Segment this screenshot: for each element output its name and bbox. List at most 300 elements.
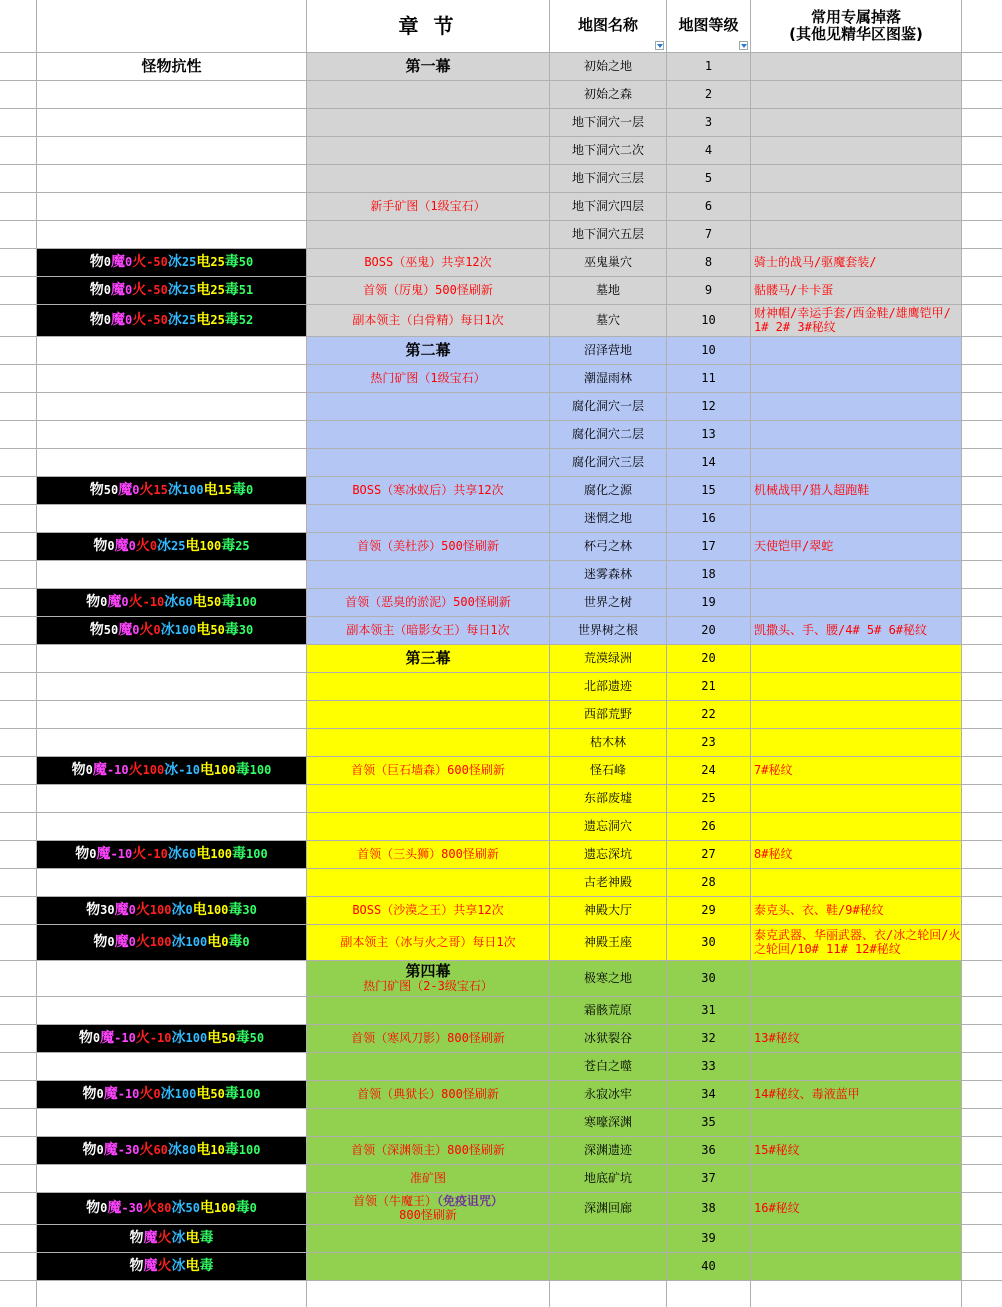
empty-cell[interactable] (962, 1109, 1002, 1137)
empty-cell[interactable] (962, 925, 1002, 961)
empty-cell[interactable] (962, 1137, 1002, 1165)
empty-cell[interactable] (962, 53, 1002, 81)
map-level-cell[interactable] (667, 221, 751, 249)
chapter-cell[interactable] (307, 365, 550, 393)
empty-cell[interactable] (962, 645, 1002, 673)
drop-cell[interactable] (751, 841, 962, 869)
empty-cell[interactable] (962, 305, 1002, 337)
map-level-cell[interactable] (667, 997, 751, 1025)
empty-cell[interactable] (962, 701, 1002, 729)
resist-cell[interactable] (37, 1193, 307, 1225)
resist-cell[interactable] (37, 449, 307, 477)
chapter-cell[interactable] (307, 757, 550, 785)
empty-cell[interactable] (962, 997, 1002, 1025)
resist-cell[interactable] (37, 1109, 307, 1137)
chapter-cell[interactable] (307, 249, 550, 277)
map-name-cell[interactable] (550, 617, 667, 645)
empty-cell[interactable] (962, 1025, 1002, 1053)
resist-cell[interactable] (37, 533, 307, 561)
row-number-cell[interactable] (0, 165, 37, 193)
header-chapter[interactable] (307, 0, 550, 53)
resist-cell[interactable] (37, 365, 307, 393)
map-name-cell[interactable] (550, 53, 667, 81)
drop-cell[interactable] (751, 1193, 962, 1225)
map-name-cell[interactable] (550, 421, 667, 449)
resist-cell[interactable] (37, 869, 307, 897)
header-map-name[interactable] (550, 0, 667, 53)
empty-cell[interactable] (962, 165, 1002, 193)
resist-cell[interactable] (37, 561, 307, 589)
drop-cell[interactable] (751, 701, 962, 729)
empty-cell[interactable] (962, 109, 1002, 137)
map-level-cell[interactable] (667, 165, 751, 193)
drop-cell[interactable] (751, 477, 962, 505)
chapter-cell[interactable] (307, 645, 550, 673)
resist-cell[interactable] (37, 53, 307, 81)
row-number-cell[interactable] (0, 1025, 37, 1053)
drop-cell[interactable] (751, 813, 962, 841)
row-number-cell[interactable] (0, 1193, 37, 1225)
resist-cell[interactable] (37, 997, 307, 1025)
map-level-cell[interactable] (667, 109, 751, 137)
chapter-cell[interactable] (307, 449, 550, 477)
chapter-cell[interactable] (307, 1025, 550, 1053)
drop-cell[interactable] (751, 305, 962, 337)
resist-cell[interactable] (37, 249, 307, 277)
empty-cell[interactable] (550, 1281, 667, 1307)
row-number-cell[interactable] (0, 997, 37, 1025)
map-level-cell[interactable] (667, 193, 751, 221)
row-number-cell[interactable] (0, 193, 37, 221)
drop-cell[interactable] (751, 393, 962, 421)
map-name-cell[interactable] (550, 1193, 667, 1225)
empty-cell[interactable] (962, 1225, 1002, 1253)
chapter-cell[interactable] (307, 589, 550, 617)
row-number-cell[interactable] (0, 673, 37, 701)
row-number-cell[interactable] (0, 365, 37, 393)
drop-cell[interactable] (751, 421, 962, 449)
empty-cell[interactable] (962, 729, 1002, 757)
map-level-cell[interactable] (667, 1193, 751, 1225)
empty-cell[interactable] (307, 1281, 550, 1307)
row-number-cell[interactable] (0, 477, 37, 505)
empty-cell[interactable] (962, 785, 1002, 813)
empty-cell[interactable] (751, 1281, 962, 1307)
resist-cell[interactable] (37, 1137, 307, 1165)
row-number-cell[interactable] (0, 1165, 37, 1193)
chapter-cell[interactable] (307, 617, 550, 645)
resist-cell[interactable] (37, 701, 307, 729)
chapter-cell[interactable] (307, 193, 550, 221)
row-number-cell[interactable] (0, 1137, 37, 1165)
chapter-cell[interactable] (307, 841, 550, 869)
chapter-cell[interactable] (307, 997, 550, 1025)
drop-cell[interactable] (751, 505, 962, 533)
drop-cell[interactable] (751, 337, 962, 365)
chapter-cell[interactable] (307, 1053, 550, 1081)
map-name-cell[interactable] (550, 785, 667, 813)
map-level-cell[interactable] (667, 701, 751, 729)
empty-cell[interactable] (962, 869, 1002, 897)
chapter-cell[interactable] (307, 81, 550, 109)
map-level-cell[interactable] (667, 533, 751, 561)
chapter-cell[interactable] (307, 277, 550, 305)
row-number-cell[interactable] (0, 249, 37, 277)
map-level-cell[interactable] (667, 277, 751, 305)
map-name-cell[interactable] (550, 109, 667, 137)
map-name-cell[interactable] (550, 81, 667, 109)
drop-cell[interactable] (751, 997, 962, 1025)
map-name-cell[interactable] (550, 757, 667, 785)
map-name-cell[interactable] (550, 1081, 667, 1109)
map-level-cell[interactable] (667, 1165, 751, 1193)
map-level-cell[interactable] (667, 53, 751, 81)
empty-cell[interactable] (962, 841, 1002, 869)
map-name-cell[interactable] (550, 137, 667, 165)
empty-cell[interactable] (37, 1281, 307, 1307)
chapter-cell[interactable] (307, 785, 550, 813)
map-name-cell[interactable] (550, 729, 667, 757)
drop-cell[interactable] (751, 961, 962, 997)
drop-cell[interactable] (751, 1081, 962, 1109)
row-number-cell[interactable] (0, 617, 37, 645)
resist-cell[interactable] (37, 841, 307, 869)
map-name-cell[interactable] (550, 1165, 667, 1193)
drop-cell[interactable] (751, 1137, 962, 1165)
map-level-cell[interactable] (667, 897, 751, 925)
drop-cell[interactable] (751, 221, 962, 249)
map-name-cell[interactable] (550, 249, 667, 277)
chapter-cell[interactable] (307, 1137, 550, 1165)
row-number-cell[interactable] (0, 277, 37, 305)
row-number-cell[interactable] (0, 1081, 37, 1109)
empty-cell[interactable] (962, 277, 1002, 305)
chapter-cell[interactable] (307, 393, 550, 421)
map-level-cell[interactable] (667, 813, 751, 841)
drop-cell[interactable] (751, 757, 962, 785)
row-number-cell[interactable] (0, 337, 37, 365)
map-name-cell[interactable] (550, 165, 667, 193)
map-level-cell[interactable] (667, 757, 751, 785)
empty-cell[interactable] (962, 1081, 1002, 1109)
filter-dropdown-icon[interactable] (655, 41, 664, 50)
drop-cell[interactable] (751, 53, 962, 81)
resist-cell[interactable] (37, 785, 307, 813)
map-name-cell[interactable] (550, 961, 667, 997)
map-name-cell[interactable] (550, 1253, 667, 1281)
map-name-cell[interactable] (550, 1225, 667, 1253)
row-number-cell[interactable] (0, 841, 37, 869)
chapter-cell[interactable] (307, 109, 550, 137)
empty-cell[interactable] (962, 505, 1002, 533)
map-name-cell[interactable] (550, 533, 667, 561)
map-level-cell[interactable] (667, 337, 751, 365)
empty-cell[interactable] (962, 757, 1002, 785)
map-name-cell[interactable] (550, 1137, 667, 1165)
resist-cell[interactable] (37, 589, 307, 617)
map-level-cell[interactable] (667, 961, 751, 997)
drop-cell[interactable] (751, 249, 962, 277)
empty-cell[interactable] (962, 589, 1002, 617)
empty-cell[interactable] (962, 193, 1002, 221)
row-number-cell[interactable] (0, 533, 37, 561)
row-number-cell[interactable] (0, 1225, 37, 1253)
empty-cell[interactable] (962, 393, 1002, 421)
resist-cell[interactable] (37, 221, 307, 249)
map-level-cell[interactable] (667, 393, 751, 421)
resist-cell[interactable] (37, 925, 307, 961)
map-level-cell[interactable] (667, 589, 751, 617)
resist-cell[interactable] (37, 137, 307, 165)
empty-cell[interactable] (962, 617, 1002, 645)
drop-cell[interactable] (751, 561, 962, 589)
map-name-cell[interactable] (550, 589, 667, 617)
map-name-cell[interactable] (550, 869, 667, 897)
drop-cell[interactable] (751, 1253, 962, 1281)
empty-cell[interactable] (962, 249, 1002, 277)
row-number-cell[interactable] (0, 305, 37, 337)
empty-cell[interactable] (962, 421, 1002, 449)
resist-cell[interactable] (37, 1081, 307, 1109)
drop-cell[interactable] (751, 645, 962, 673)
map-name-cell[interactable] (550, 813, 667, 841)
row-number-cell[interactable] (0, 505, 37, 533)
drop-cell[interactable] (751, 673, 962, 701)
map-level-cell[interactable] (667, 785, 751, 813)
empty-cell[interactable] (962, 449, 1002, 477)
drop-cell[interactable] (751, 1025, 962, 1053)
row-number-cell[interactable] (0, 589, 37, 617)
drop-cell[interactable] (751, 533, 962, 561)
resist-cell[interactable] (37, 337, 307, 365)
map-level-cell[interactable] (667, 1137, 751, 1165)
chapter-cell[interactable] (307, 505, 550, 533)
row-number-cell[interactable] (0, 757, 37, 785)
chapter-cell[interactable] (307, 1109, 550, 1137)
map-level-cell[interactable] (667, 477, 751, 505)
row-number-cell[interactable] (0, 645, 37, 673)
chapter-cell[interactable] (307, 137, 550, 165)
empty-cell[interactable] (962, 365, 1002, 393)
row-number-cell[interactable] (0, 897, 37, 925)
resist-cell[interactable] (37, 729, 307, 757)
chapter-cell[interactable] (307, 305, 550, 337)
map-level-cell[interactable] (667, 81, 751, 109)
chapter-cell[interactable] (307, 813, 550, 841)
row-number-cell[interactable] (0, 137, 37, 165)
empty-cell[interactable] (962, 897, 1002, 925)
chapter-cell[interactable] (307, 701, 550, 729)
map-level-cell[interactable] (667, 617, 751, 645)
row-number-cell[interactable] (0, 53, 37, 81)
map-name-cell[interactable] (550, 477, 667, 505)
map-level-cell[interactable] (667, 305, 751, 337)
row-number-cell[interactable] (0, 81, 37, 109)
map-level-cell[interactable] (667, 1025, 751, 1053)
chapter-cell[interactable] (307, 961, 550, 997)
row-number-cell[interactable] (0, 1109, 37, 1137)
map-level-cell[interactable] (667, 505, 751, 533)
resist-cell[interactable] (37, 165, 307, 193)
resist-cell[interactable] (37, 673, 307, 701)
chapter-cell[interactable] (307, 1165, 550, 1193)
chapter-cell[interactable] (307, 421, 550, 449)
resist-cell[interactable] (37, 305, 307, 337)
resist-cell[interactable] (37, 277, 307, 305)
chapter-cell[interactable] (307, 673, 550, 701)
empty-cell[interactable] (962, 961, 1002, 997)
map-level-cell[interactable] (667, 1081, 751, 1109)
row-number-cell[interactable] (0, 421, 37, 449)
map-name-cell[interactable] (550, 193, 667, 221)
empty-cell[interactable] (962, 81, 1002, 109)
empty-cell[interactable] (962, 561, 1002, 589)
chapter-cell[interactable] (307, 337, 550, 365)
resist-cell[interactable] (37, 757, 307, 785)
map-level-cell[interactable] (667, 137, 751, 165)
map-level-cell[interactable] (667, 1253, 751, 1281)
row-number-cell[interactable] (0, 785, 37, 813)
row-number-cell[interactable] (0, 561, 37, 589)
drop-cell[interactable] (751, 1225, 962, 1253)
map-name-cell[interactable] (550, 221, 667, 249)
resist-cell[interactable] (37, 961, 307, 997)
row-number-cell[interactable] (0, 729, 37, 757)
empty-cell[interactable] (962, 337, 1002, 365)
map-level-cell[interactable] (667, 1053, 751, 1081)
resist-cell[interactable] (37, 1225, 307, 1253)
drop-cell[interactable] (751, 1053, 962, 1081)
row-number-cell[interactable] (0, 109, 37, 137)
resist-cell[interactable] (37, 81, 307, 109)
empty-cell[interactable] (962, 533, 1002, 561)
row-number-cell[interactable] (0, 961, 37, 997)
map-level-cell[interactable] (667, 841, 751, 869)
drop-cell[interactable] (751, 729, 962, 757)
map-level-cell[interactable] (667, 449, 751, 477)
row-header-corner[interactable] (0, 0, 37, 53)
map-level-cell[interactable] (667, 421, 751, 449)
resist-cell[interactable] (37, 617, 307, 645)
row-number-cell[interactable] (0, 1253, 37, 1281)
map-name-cell[interactable] (550, 645, 667, 673)
drop-cell[interactable] (751, 785, 962, 813)
drop-cell[interactable] (751, 925, 962, 961)
map-level-cell[interactable] (667, 645, 751, 673)
map-level-cell[interactable] (667, 1225, 751, 1253)
empty-cell[interactable] (962, 1053, 1002, 1081)
map-name-cell[interactable] (550, 365, 667, 393)
drop-cell[interactable] (751, 869, 962, 897)
empty-cell[interactable] (667, 1281, 751, 1307)
drop-cell[interactable] (751, 449, 962, 477)
map-name-cell[interactable] (550, 1109, 667, 1137)
chapter-cell[interactable] (307, 897, 550, 925)
map-name-cell[interactable] (550, 505, 667, 533)
chapter-cell[interactable] (307, 165, 550, 193)
empty-cell[interactable] (962, 673, 1002, 701)
map-name-cell[interactable] (550, 997, 667, 1025)
drop-cell[interactable] (751, 589, 962, 617)
row-number-cell[interactable] (0, 701, 37, 729)
drop-cell[interactable] (751, 165, 962, 193)
filter-dropdown-icon[interactable] (739, 41, 748, 50)
resist-cell[interactable] (37, 1165, 307, 1193)
chapter-cell[interactable] (307, 1193, 550, 1225)
empty-cell[interactable] (962, 0, 1002, 53)
row-number-cell[interactable] (0, 813, 37, 841)
drop-cell[interactable] (751, 365, 962, 393)
map-level-cell[interactable] (667, 561, 751, 589)
drop-cell[interactable] (751, 81, 962, 109)
empty-cell[interactable] (962, 477, 1002, 505)
map-name-cell[interactable] (550, 897, 667, 925)
row-number-cell[interactable] (0, 925, 37, 961)
drop-cell[interactable] (751, 137, 962, 165)
map-name-cell[interactable] (550, 449, 667, 477)
map-level-cell[interactable] (667, 249, 751, 277)
empty-cell[interactable] (962, 1165, 1002, 1193)
map-name-cell[interactable] (550, 701, 667, 729)
map-level-cell[interactable] (667, 925, 751, 961)
header-blank[interactable] (37, 0, 307, 53)
resist-cell[interactable] (37, 645, 307, 673)
chapter-cell[interactable] (307, 221, 550, 249)
map-name-cell[interactable] (550, 305, 667, 337)
chapter-cell[interactable] (307, 533, 550, 561)
drop-cell[interactable] (751, 277, 962, 305)
map-level-cell[interactable] (667, 1109, 751, 1137)
resist-cell[interactable] (37, 1025, 307, 1053)
drop-cell[interactable] (751, 193, 962, 221)
chapter-cell[interactable] (307, 53, 550, 81)
map-name-cell[interactable] (550, 337, 667, 365)
chapter-cell[interactable] (307, 925, 550, 961)
empty-cell[interactable] (962, 137, 1002, 165)
chapter-cell[interactable] (307, 1253, 550, 1281)
row-number-cell[interactable] (0, 221, 37, 249)
row-number-cell[interactable] (0, 1053, 37, 1081)
empty-cell[interactable] (962, 1281, 1002, 1307)
resist-cell[interactable] (37, 1053, 307, 1081)
drop-cell[interactable] (751, 1109, 962, 1137)
resist-cell[interactable] (37, 897, 307, 925)
chapter-cell[interactable] (307, 477, 550, 505)
row-number-cell[interactable] (0, 393, 37, 421)
map-name-cell[interactable] (550, 561, 667, 589)
chapter-cell[interactable] (307, 561, 550, 589)
resist-cell[interactable] (37, 505, 307, 533)
resist-cell[interactable] (37, 393, 307, 421)
chapter-cell[interactable] (307, 1225, 550, 1253)
map-name-cell[interactable] (550, 1025, 667, 1053)
empty-cell[interactable] (962, 813, 1002, 841)
resist-cell[interactable] (37, 477, 307, 505)
map-name-cell[interactable] (550, 277, 667, 305)
resist-cell[interactable] (37, 109, 307, 137)
drop-cell[interactable] (751, 1165, 962, 1193)
resist-cell[interactable] (37, 813, 307, 841)
chapter-cell[interactable] (307, 1081, 550, 1109)
map-level-cell[interactable] (667, 869, 751, 897)
row-number-cell[interactable] (0, 449, 37, 477)
map-name-cell[interactable] (550, 841, 667, 869)
drop-cell[interactable] (751, 617, 962, 645)
map-level-cell[interactable] (667, 365, 751, 393)
empty-cell[interactable] (962, 1253, 1002, 1281)
resist-cell[interactable] (37, 421, 307, 449)
chapter-cell[interactable] (307, 869, 550, 897)
